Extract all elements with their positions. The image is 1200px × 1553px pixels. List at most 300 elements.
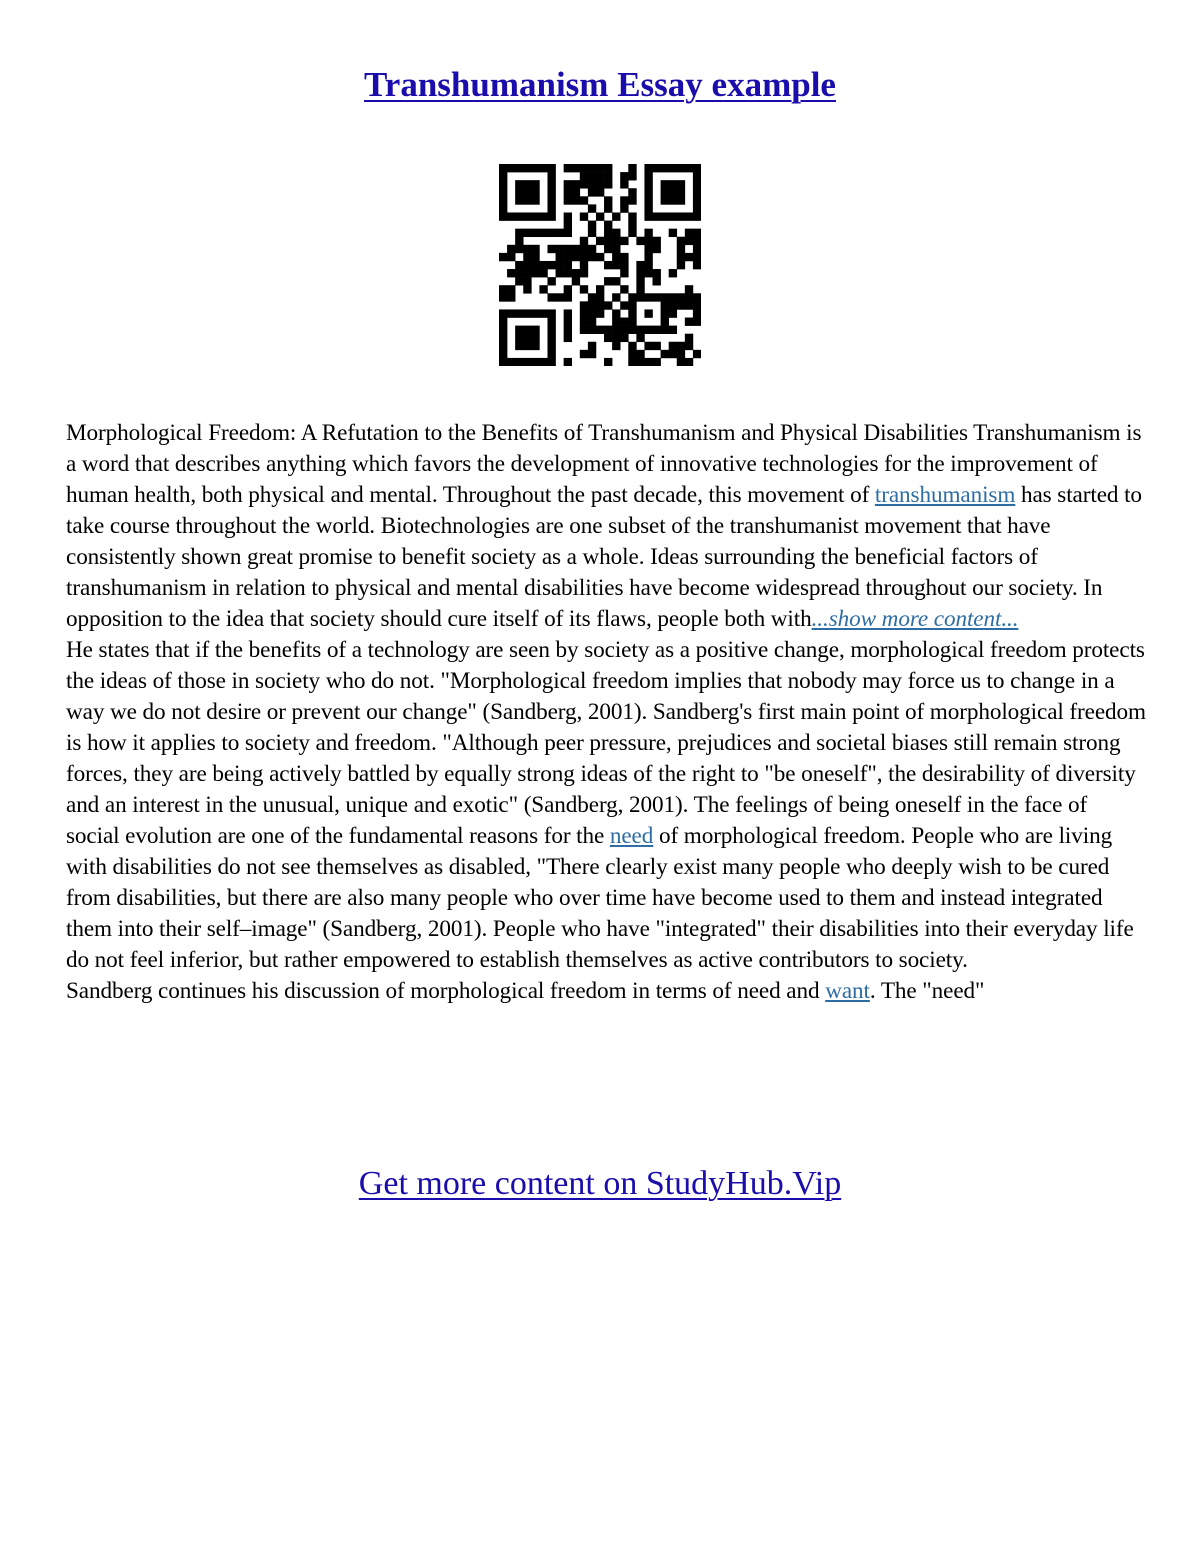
qr-module (539, 261, 547, 269)
qr-module (556, 229, 564, 237)
qr-module (661, 196, 669, 204)
qr-module (693, 172, 701, 180)
qr-module (677, 261, 685, 269)
qr-module (515, 196, 523, 204)
qr-module (693, 318, 701, 326)
qr-module (507, 164, 515, 172)
qr-module (564, 334, 572, 342)
qr-module (515, 245, 523, 253)
qr-module (628, 309, 636, 317)
qr-module (620, 285, 628, 293)
qr-module (677, 212, 685, 220)
qr-module (564, 253, 572, 261)
qr-module (685, 334, 693, 342)
qr-module (588, 318, 596, 326)
qr-module (653, 358, 661, 366)
qr-module (515, 334, 523, 342)
qr-module (644, 326, 652, 334)
qr-module (685, 285, 693, 293)
qr-module (515, 180, 523, 188)
qr-module (547, 293, 555, 301)
qr-module (604, 358, 612, 366)
qr-module (693, 309, 701, 317)
qr-module (531, 309, 539, 317)
qr-module (612, 212, 620, 220)
qr-module (580, 196, 588, 204)
qr-module (604, 229, 612, 237)
qr-module (523, 164, 531, 172)
qr-module (636, 277, 644, 285)
transhumanism-link[interactable]: transhumanism (874, 482, 1016, 508)
qr-module (523, 229, 531, 237)
footer (0, 1163, 1200, 1205)
qr-module (531, 196, 539, 204)
qr-module (693, 245, 701, 253)
qr-module (628, 172, 636, 180)
qr-module (596, 309, 604, 317)
qr-module (507, 285, 515, 293)
title-link[interactable]: Transhumanism Essay example (364, 65, 836, 104)
qr-module (531, 261, 539, 269)
qr-module (677, 237, 685, 245)
qr-module (612, 245, 620, 253)
qr-module (588, 172, 596, 180)
qr-module (564, 229, 572, 237)
qr-module (604, 204, 612, 212)
qr-module (693, 301, 701, 309)
qr-module (499, 164, 507, 172)
qr-module (547, 277, 555, 285)
qr-module (669, 301, 677, 309)
qr-module (612, 277, 620, 285)
qr-module (547, 172, 555, 180)
qr-module (547, 204, 555, 212)
qr-module (620, 261, 628, 269)
qr-module (644, 204, 652, 212)
qr-module (515, 342, 523, 350)
qr-module (499, 342, 507, 350)
qr-module (596, 180, 604, 188)
paragraph-2-text-a: He states that if the benefits of a technology are seen by society as a positive change, morphological freedom protects the ideas of those in society who do not. "Morphological freedom implies that nobody may force us to change in a way we do not desire or prevent our change" (Sandberg, 2001). Sandberg's first main point of morphological freedom is how it applies to society and freedom. "Although peer pressure, prejudices and societal biases still remain strong forces, they are being actively battled by equally strong ideas of the right to "be oneself", the desirability of diversity and an interest in the unusual, unique and exotic" (Sandberg, 2001). The feelings of being oneself in the face of social evolution are one of the fundamental reasons for the (66, 637, 1146, 849)
qr-module (653, 237, 661, 245)
qr-module (653, 293, 661, 301)
qr-module (572, 277, 580, 285)
qr-module (539, 269, 547, 277)
qr-module (628, 342, 636, 350)
qr-module (604, 326, 612, 334)
qr-module (669, 350, 677, 358)
qr-module (499, 309, 507, 317)
qr-module (588, 350, 596, 358)
qr-module (588, 221, 596, 229)
qr-module (661, 350, 669, 358)
qr-module (580, 285, 588, 293)
qr-module (499, 253, 507, 261)
qr-module (644, 245, 652, 253)
qr-module (596, 285, 604, 293)
qr-module (677, 253, 685, 261)
qr-module (547, 245, 555, 253)
qr-module (507, 293, 515, 301)
qr-module (564, 212, 572, 220)
qr-module (669, 229, 677, 237)
qr-module (677, 164, 685, 172)
qr-module (547, 334, 555, 342)
qr-module (628, 326, 636, 334)
qr-module (628, 318, 636, 326)
qr-module (547, 212, 555, 220)
studyhub-link[interactable]: Get more content on StudyHub.Vip (358, 1165, 842, 1202)
qr-module (677, 196, 685, 204)
qr-module (564, 221, 572, 229)
qr-module (669, 164, 677, 172)
qr-module (499, 196, 507, 204)
qr-module (539, 309, 547, 317)
qr-module (499, 326, 507, 334)
qr-module (644, 342, 652, 350)
qr-module (677, 342, 685, 350)
qr-module (693, 180, 701, 188)
qr-module (564, 261, 572, 269)
qr-module (523, 245, 531, 253)
qr-module (636, 269, 644, 277)
qr-module (564, 269, 572, 277)
qr-module (644, 188, 652, 196)
qr-module (604, 172, 612, 180)
qr-module (580, 301, 588, 309)
qr-module (556, 261, 564, 269)
qr-module (580, 164, 588, 172)
qr-module (499, 350, 507, 358)
qr-module (531, 342, 539, 350)
paragraph-3-text-b: . The "need" (869, 978, 985, 1004)
qr-module (588, 342, 596, 350)
qr-module (523, 261, 531, 269)
qr-module (596, 301, 604, 309)
qr-module (669, 309, 677, 317)
qr-module (580, 326, 588, 334)
qr-module (531, 358, 539, 366)
qr-module (547, 309, 555, 317)
qr-module (507, 269, 515, 277)
qr-module (596, 253, 604, 261)
qr-module (547, 229, 555, 237)
qr-module (572, 188, 580, 196)
qr-module (547, 261, 555, 269)
qr-module (677, 358, 685, 366)
qr-module (685, 229, 693, 237)
qr-module (515, 164, 523, 172)
qr-module (604, 277, 612, 285)
qr-module (596, 293, 604, 301)
qr-module (669, 180, 677, 188)
qr-module (556, 269, 564, 277)
qr-module (499, 293, 507, 301)
qr-module (588, 301, 596, 309)
qr-module (604, 245, 612, 253)
qr-module (564, 164, 572, 172)
qr-module (588, 326, 596, 334)
qr-module (661, 309, 669, 317)
qr-module (685, 358, 693, 366)
essay-paragraph-2 (66, 635, 1146, 976)
qr-module (564, 318, 572, 326)
qr-module (547, 180, 555, 188)
qr-module (564, 358, 572, 366)
qr-module (661, 326, 669, 334)
qr-module (547, 188, 555, 196)
qr-module (677, 293, 685, 301)
qr-module (628, 229, 636, 237)
qr-module (515, 237, 523, 245)
qr-module (564, 245, 572, 253)
qr-module (588, 245, 596, 253)
qr-module (612, 237, 620, 245)
qr-module (523, 196, 531, 204)
qr-module (523, 326, 531, 334)
qr-module (636, 358, 644, 366)
qr-module (628, 196, 636, 204)
qr-module (580, 237, 588, 245)
qr-module (515, 188, 523, 196)
qr-module (644, 229, 652, 237)
qr-module (531, 245, 539, 253)
qr-module (531, 229, 539, 237)
qr-module (515, 358, 523, 366)
qr-module (580, 245, 588, 253)
want-link[interactable]: want (825, 978, 870, 1004)
qr-module (515, 326, 523, 334)
qr-module (588, 309, 596, 317)
qr-module (564, 309, 572, 317)
qr-module (653, 326, 661, 334)
qr-module (620, 172, 628, 180)
qr-module (556, 293, 564, 301)
qr-module (539, 358, 547, 366)
qr-module (636, 293, 644, 301)
qr-module (580, 172, 588, 180)
qr-module (564, 293, 572, 301)
qr-module (612, 229, 620, 237)
qr-module (661, 318, 669, 326)
qr-module (580, 180, 588, 188)
qr-module (515, 261, 523, 269)
qr-module (644, 180, 652, 188)
qr-module (612, 293, 620, 301)
page-title (0, 62, 1200, 108)
qr-module (685, 164, 693, 172)
qr-module (693, 196, 701, 204)
qr-module (677, 180, 685, 188)
qr-module (572, 253, 580, 261)
qr-module (620, 204, 628, 212)
qr-module (523, 334, 531, 342)
qr-module (620, 180, 628, 188)
qr-module (580, 318, 588, 326)
paragraph-3-text-a: Sandberg continues his discussion of morphological freedom in terms of need and (66, 978, 826, 1004)
qr-module (644, 212, 652, 220)
qr-module (531, 180, 539, 188)
qr-module (580, 269, 588, 277)
qr-module (515, 269, 523, 277)
qr-module (588, 253, 596, 261)
qr-module (653, 277, 661, 285)
qr-module (636, 334, 644, 342)
qr-module (507, 253, 515, 261)
qr-module (661, 164, 669, 172)
qr-module (596, 188, 604, 196)
qr-module (636, 285, 644, 293)
qr-module (653, 245, 661, 253)
qr-module (636, 326, 644, 334)
qr-module (531, 188, 539, 196)
qr-module (693, 253, 701, 261)
qr-module (669, 342, 677, 350)
qr-module (628, 212, 636, 220)
qr-module (669, 326, 677, 334)
qr-module (499, 180, 507, 188)
qr-module (661, 180, 669, 188)
qr-module (523, 253, 531, 261)
qr-module (588, 293, 596, 301)
qr-module (572, 269, 580, 277)
qr-module (556, 245, 564, 253)
qr-module (620, 237, 628, 245)
show-more-content-link[interactable]: ...show more content... (811, 606, 1019, 632)
qr-module (556, 253, 564, 261)
qr-module (604, 164, 612, 172)
qr-module (547, 196, 555, 204)
qr-module (628, 301, 636, 309)
qr-module (531, 326, 539, 334)
qr-module (564, 326, 572, 334)
qr-module (523, 277, 531, 285)
qr-module (628, 188, 636, 196)
qr-module (572, 196, 580, 204)
qr-module (596, 326, 604, 334)
qr-module (636, 261, 644, 269)
qr-module (499, 285, 507, 293)
qr-module (661, 301, 669, 309)
qr-module (685, 253, 693, 261)
qr-module (612, 253, 620, 261)
qr-module (531, 164, 539, 172)
qr-module (669, 269, 677, 277)
qr-module (661, 293, 669, 301)
qr-module (644, 196, 652, 204)
paragraph-1-text-a: Morphological Freedom: A Refutation to the Benefits of Transhumanism and Physical Disabilities Transhumanism is a word that describes anything which favors the development of innovative technologies for the improvement of human health, both physical and mental. Throughout the past decade, this movement of (66, 420, 1142, 508)
qr-module (685, 293, 693, 301)
qr-module (588, 204, 596, 212)
qr-module (564, 188, 572, 196)
qr-module (547, 350, 555, 358)
qr-module (612, 342, 620, 350)
qr-module (572, 245, 580, 253)
qr-module (547, 358, 555, 366)
qr-module (539, 285, 547, 293)
qr-module (612, 261, 620, 269)
qr-module (644, 309, 652, 317)
qr-module (612, 326, 620, 334)
qr-module (499, 172, 507, 180)
qr-module (515, 229, 523, 237)
qr-module (588, 164, 596, 172)
qr-module (523, 269, 531, 277)
qr-module (531, 334, 539, 342)
qr-module (596, 212, 604, 220)
qr-module (685, 212, 693, 220)
qr-module (523, 285, 531, 293)
qr-module (612, 318, 620, 326)
need-link[interactable]: need (609, 823, 654, 849)
qr-module (499, 318, 507, 326)
qr-module (547, 318, 555, 326)
qr-module (644, 172, 652, 180)
qr-module (677, 245, 685, 253)
qr-module (685, 237, 693, 245)
qr-module (539, 212, 547, 220)
qr-module (507, 245, 515, 253)
qr-module (693, 261, 701, 269)
qr-module (596, 164, 604, 172)
qr-module (620, 334, 628, 342)
qr-module (499, 334, 507, 342)
qr-module (620, 269, 628, 277)
qr-module (547, 342, 555, 350)
qr-module (644, 293, 652, 301)
qr-module (604, 334, 612, 342)
qr-module (661, 188, 669, 196)
qr-module (523, 342, 531, 350)
qr-module (515, 277, 523, 285)
qr-module (604, 261, 612, 269)
qr-module (644, 237, 652, 245)
qr-module (580, 212, 588, 220)
qr-module (572, 164, 580, 172)
qr-module (669, 293, 677, 301)
qr-module (685, 342, 693, 350)
qr-module (523, 309, 531, 317)
qr-module (564, 285, 572, 293)
qr-module (620, 326, 628, 334)
qr-module (685, 318, 693, 326)
qr-module (653, 164, 661, 172)
qr-module (644, 358, 652, 366)
qr-module (507, 309, 515, 317)
paragraph-2-text-b: of morphological freedom. People who are living with disabilities do not see themselves as disabled, "There clearly exist many people who deeply wish to be cured from disabilities, but there are also many people who over time have become used to them and instead integrated them into their self–image" (Sandberg, 2001). People who have "integrated" their disabilities into their everyday life do not feel inferior, but rather empowered to establish themselves as active contributors to society. (66, 823, 1134, 973)
qr-module (628, 221, 636, 229)
qr-module (580, 350, 588, 358)
essay-body (66, 418, 1146, 1007)
qr-module (612, 309, 620, 317)
essay-paragraph-3 (66, 976, 1146, 1007)
qr-module (685, 301, 693, 309)
paragraph-1-text-b: has started to take course throughout the world. Biotechnologies are one subset of the transhumanist movement that have consistently shown great promise to benefit society as a whole. Ideas surrounding the beneficial factors of transhumanism in relation to physical and mental disabilities have become widespread throughout our society. In opposition to the idea that society should cure itself of its flaws, people both with (66, 482, 1142, 632)
qr-module (547, 326, 555, 334)
qr-module (523, 212, 531, 220)
qr-module (596, 237, 604, 245)
qr-module (620, 301, 628, 309)
qr-module (653, 212, 661, 220)
qr-module (588, 229, 596, 237)
qr-module (604, 237, 612, 245)
qr-module (507, 358, 515, 366)
qr-module (693, 212, 701, 220)
qr-module (628, 164, 636, 172)
qr-module (499, 188, 507, 196)
qr-module (693, 293, 701, 301)
qr-module (677, 350, 685, 358)
